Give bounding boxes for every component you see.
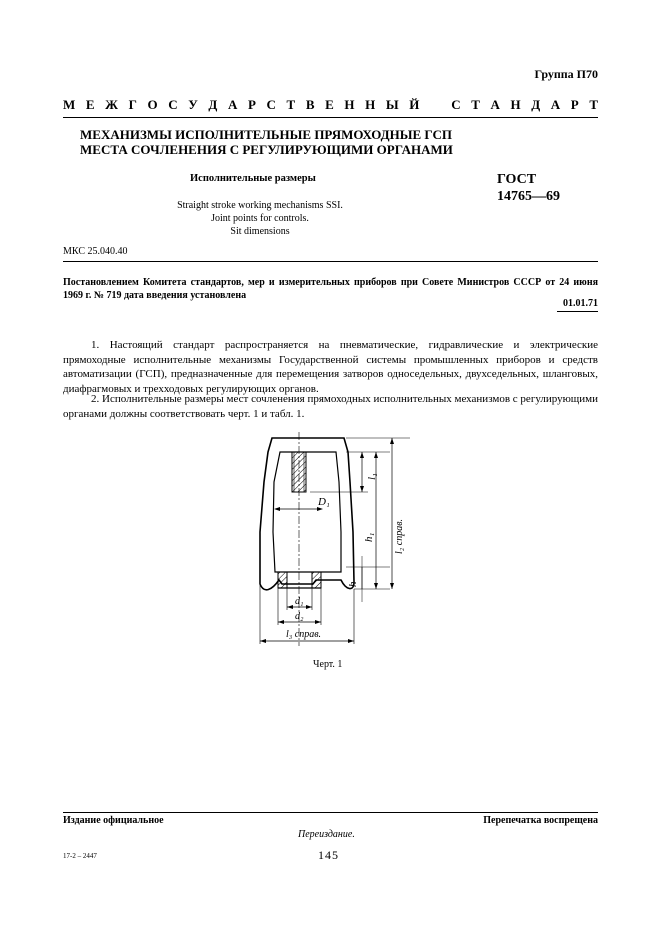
mks-rule xyxy=(63,261,598,262)
dim-l1: l₁ xyxy=(366,473,378,480)
effective-date: 01.01.71 xyxy=(563,298,598,309)
mks-code: МКС 25.040.40 xyxy=(63,246,128,257)
group-code: Группа П70 xyxy=(534,67,598,81)
header-letter: А xyxy=(550,97,561,112)
header-letter: Н xyxy=(510,97,521,112)
body-inner-contour xyxy=(273,452,341,572)
seat-left-hatch xyxy=(278,572,287,588)
gost-label: ГОСТ xyxy=(497,172,537,187)
english-line-3: Sit dimensions xyxy=(230,226,290,237)
english-line-1: Straight stroke working mechanisms SSI. xyxy=(177,200,343,211)
header-letter: Т xyxy=(589,97,598,112)
reprint-note: Переиздание. xyxy=(298,829,355,840)
dim-l3: l₃ справ. xyxy=(286,629,322,640)
header-letter: М xyxy=(63,97,76,112)
header-letter: Т xyxy=(286,97,296,112)
dim-h: h xyxy=(347,581,359,587)
header-letter: Ы xyxy=(385,97,399,112)
page-number: 145 xyxy=(318,848,339,862)
header-letter: С xyxy=(451,97,461,112)
header-letter: С xyxy=(266,97,276,112)
header-letter: Р xyxy=(570,97,579,112)
date-underline xyxy=(557,311,598,312)
seat-right-hatch xyxy=(312,572,321,588)
header-letter: Т xyxy=(471,97,480,112)
english-title xyxy=(160,199,360,238)
drawing-caption: Черт. 1 xyxy=(313,659,343,670)
dim-d2: d₂ xyxy=(295,611,304,622)
reprint-prohibited: Перепечатка воспрещена xyxy=(483,815,598,826)
footer-rule xyxy=(63,812,598,813)
dim-h1: h₁ xyxy=(363,532,375,542)
paragraph-2: 2. Исполнительные размеры мест сочленения прямоходных исполнительных механизмов с регулирующими органами должны соответствовать черт. 1 и табл. 1. xyxy=(63,393,598,420)
title-line-1: МЕХАНИЗМЫ ИСПОЛНИТЕЛЬНЫЕ ПРЯМОХОДНЫЕ ГСП xyxy=(80,127,453,142)
header-letter: А xyxy=(227,97,238,112)
english-line-2: Joint points for controls. xyxy=(211,213,309,224)
print-code: 17-2 – 2447 xyxy=(63,852,97,860)
header-letter: Д xyxy=(531,97,541,112)
header-letter: Н xyxy=(365,97,376,112)
dim-d1: d₁ xyxy=(295,596,304,607)
technical-drawing xyxy=(250,432,420,654)
official-edition: Издание официальное xyxy=(63,815,164,826)
header-letter: Й xyxy=(409,97,420,112)
header-letter: Н xyxy=(344,97,355,112)
paragraph-1: 1. Настоящий стандарт распространяется на пневматические, гидравлические и электрические прямоходные исполнительные механизмы Государственной системы промышленных приборов и средств автоматизации (ГСП), предназначенные для перемещения затворов односедельных, двухседельных, шланговых, диафрагмовых и трехходовых регулирующих органов. xyxy=(63,339,598,395)
header-letter: А xyxy=(490,97,500,112)
gost-designation xyxy=(497,171,560,205)
decree-text: Постановлением Комитета стандартов, мер и измерительных приборов при Совете Министров СССР от 24 июня 1969 г. № 719 дата введения установлена xyxy=(63,277,598,301)
header-letter: Е xyxy=(85,97,95,112)
header-letter: Р xyxy=(247,97,256,112)
gost-number: 14765—69 xyxy=(497,189,560,204)
header-letter: У xyxy=(188,97,198,112)
header-letter: Д xyxy=(208,97,218,112)
title-line-2: МЕСТА СОЧЛЕНЕНИЯ С РЕГУЛИРУЮЩИМИ ОРГАНАМИ xyxy=(80,142,453,157)
header-letter: Е xyxy=(325,97,334,112)
dim-D1: D₁ xyxy=(318,496,330,508)
header-letter: Ж xyxy=(105,97,119,112)
document-title xyxy=(80,127,453,157)
header-letter: О xyxy=(147,97,158,112)
header-letter: С xyxy=(168,97,178,112)
header-rule xyxy=(63,117,598,118)
header-letter: В xyxy=(305,97,315,112)
header-letter: Г xyxy=(128,97,137,112)
standard-header xyxy=(63,97,598,113)
dim-l2: l₂ справ. xyxy=(394,518,405,554)
document-subtitle: Исполнительные размеры xyxy=(190,173,316,184)
